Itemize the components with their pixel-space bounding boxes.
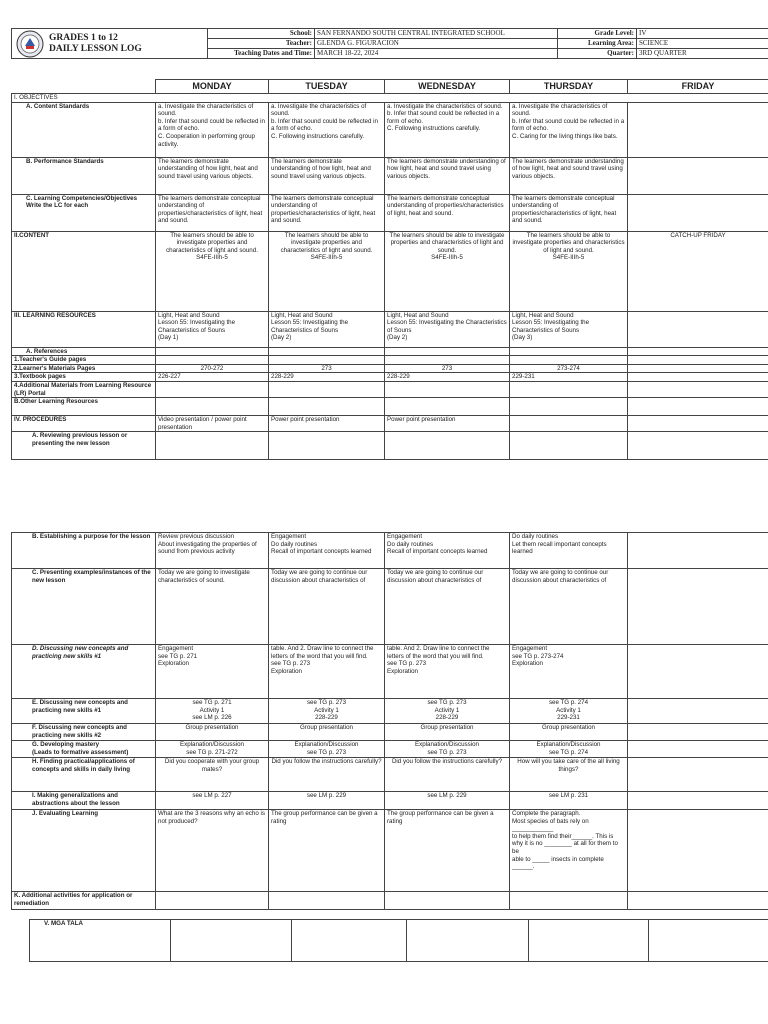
day-thursday: THURSDAY	[510, 80, 628, 94]
cell-text	[628, 364, 768, 373]
additional-activities-label: K. Additional activities for application or remediation	[12, 892, 156, 910]
cell-text: Did you follow the instructions carefully?	[385, 758, 510, 792]
cell-text	[628, 416, 768, 432]
cell-text: Did you cooperate with your group mates?	[156, 758, 269, 792]
performance-standards-label: B. Performance Standards	[12, 157, 156, 194]
cell-text: a. Investigate the characteristics of sound. b. Infer that sound could be reflected in a form of echo. C. Cooperation in performing group activity.	[156, 102, 269, 157]
cell-text: Did you follow the instructions carefully?	[269, 758, 385, 792]
table-row	[12, 381, 768, 397]
cell-text	[628, 311, 768, 347]
table-row	[12, 724, 768, 741]
table-row	[12, 892, 768, 910]
header-table	[11, 28, 768, 59]
table-row	[12, 364, 768, 373]
lesson-table-page2	[11, 532, 768, 910]
textbook-pages-label: 3.Textbook pages	[12, 373, 156, 382]
cell-text: Light, Heat and Sound Lesson 55: Investigating the Characteristics of Souns (Day 3)	[510, 311, 628, 347]
cell-text	[628, 157, 768, 194]
cell-text: Explanation/Discussion see TG p. 273	[385, 741, 510, 758]
procedures-label: IV. PROCEDURES	[12, 416, 156, 432]
cell-text: a. Investigate the characteristics of sound. b. Infer that sound could be reflected in a form of echo. C. Following instructions carefully.	[385, 102, 510, 157]
cell-text: Light, Heat and Sound Lesson 55: Investigating the Characteristics of Souns (Day 1)	[156, 311, 269, 347]
cell-text: Power point presentation	[269, 416, 385, 432]
cell-text: see LM p. 229	[269, 792, 385, 810]
table-row	[12, 157, 768, 194]
cell-text	[628, 792, 768, 810]
cell-text	[628, 102, 768, 157]
day-wednesday: WEDNESDAY	[385, 80, 510, 94]
cell-text: The learners should be able to investigate properties and characteristics of light and sound. S4FE-IIIh-5	[385, 231, 510, 311]
cell-text: Today we are going to continue our discussion about characteristics of	[385, 569, 510, 645]
cell-text: Group presentation	[510, 724, 628, 741]
cell-text: The learners demonstrate conceptual understanding of properties/characteristics of light, heat and sound.	[510, 194, 628, 231]
cell-text	[628, 810, 768, 892]
table-row	[12, 758, 768, 792]
teacher-value: GLENDA G. FIGURACION	[315, 39, 558, 49]
cell-text: a. Investigate the characteristics of sound. b. Infer that sound could be reflected in a form of echo. C. Following instructions carefully.	[269, 102, 385, 157]
area-value: SCIENCE	[637, 39, 768, 49]
cell-text	[628, 373, 768, 382]
table-row	[12, 356, 768, 365]
catch-up-friday: CATCH-UP FRIDAY	[628, 231, 768, 311]
cell-text: Light, Heat and Sound Lesson 55: Investigating the Characteristics of Souns (Day 2)	[269, 311, 385, 347]
mga-tala-label: V. MGA TALA	[30, 920, 171, 962]
day-header-row	[12, 80, 768, 94]
cell-text: Do daily routines Let them recall important concepts learned	[510, 533, 628, 569]
table-row	[12, 810, 768, 892]
cell-text	[628, 194, 768, 231]
table-row	[12, 741, 768, 758]
cell-text: Explanation/Discussion see TG p. 271-272	[156, 741, 269, 758]
cell-text: Group presentation	[269, 724, 385, 741]
cell-text: The learners should be able to investigate properties and characteristics of light and sound. S4FE-IIIh-5	[156, 231, 269, 311]
cell-text: table. And 2. Draw line to connect the letters of the word that you will find. see TG p. 273 Exploration	[385, 645, 510, 699]
cell-text: Group presentation	[156, 724, 269, 741]
area-label: Learning Area:	[558, 39, 637, 49]
discussing-f-label: F. Discussing new concepts and practicing new skills #2	[12, 724, 156, 741]
school-value: SAN FERNANDO SOUTH CENTRAL INTEGRATED SCHOOL	[315, 29, 558, 39]
dates-label: Teaching Dates and Time:	[208, 49, 315, 59]
school-label: School:	[208, 29, 315, 39]
day-tuesday: TUESDAY	[269, 80, 385, 94]
lm-pages-label: 2.Learner's Materials Pages	[12, 364, 156, 373]
table-row	[12, 416, 768, 432]
competencies-label: C. Learning Competencies/Objectives Write the LC for each	[12, 194, 156, 231]
mastery-label: G. Developing mastery (Leads to formative assessment)	[12, 741, 156, 758]
generalizations-label: I. Making generalizations and abstractions about the lesson	[12, 792, 156, 810]
cell-text: Complete the paragraph. Most species of bats rely on ____________ to help them find their______. This is why it is no ________ at all for them to be able to _____ insects in complete ______.	[510, 810, 628, 892]
cell-text	[628, 741, 768, 758]
cell-text: see LM p. 227	[156, 792, 269, 810]
cell-text: The learners demonstrate understanding of how light, heat and sound travel using various objects.	[510, 157, 628, 194]
content-standards-label: A. Content Standards	[12, 102, 156, 157]
table-row	[12, 311, 768, 347]
cell-text: Today we are going to continue our discussion about characteristics of	[510, 569, 628, 645]
cell-text: Light, Heat and Sound Lesson 55: Investigating the Characteristics of Souns (Day 2)	[385, 311, 510, 347]
presenting-label: C. Presenting examples/instances of the new lesson	[12, 569, 156, 645]
cell-text: a. Investigate the characteristics of sound. b. Infer that sound could be reflected in a form of echo. C. Caring for the living things like bats.	[510, 102, 628, 157]
discussing-d-label: D. Discussing new concepts and practicing new skills #1	[12, 645, 156, 699]
table-row	[12, 699, 768, 724]
cell-text: How will you take care of the all living things?	[510, 758, 628, 792]
day-friday: FRIDAY	[628, 80, 768, 94]
table-row	[12, 231, 768, 311]
cell-text: 228-229	[385, 373, 510, 382]
cell-text: Today we are going to investigate characteristics of sound.	[156, 569, 269, 645]
table-row	[12, 194, 768, 231]
cell-text: 273	[385, 364, 510, 373]
additional-materials-label: 4.Additional Materials from Learning Resource (LR) Portal	[12, 381, 156, 397]
table-row	[30, 920, 768, 962]
content-label: II.CONTENT	[12, 231, 156, 311]
dates-value: MARCH 18-22, 2024	[315, 49, 558, 59]
applications-label: H. Finding practical/applications of concepts and skills in daily living	[12, 758, 156, 792]
cell-text: The learners should be able to investigate properties and characteristics of light and sound. S4FE-IIIh-5	[510, 231, 628, 311]
cell-text: 226-227	[156, 373, 269, 382]
cell-text: Explanation/Discussion see TG p. 274	[510, 741, 628, 758]
table-row	[12, 533, 768, 569]
cell-text: The learners demonstrate understanding of how light, heat and sound travel using various objects.	[269, 157, 385, 194]
cell-text: The learners demonstrate conceptual understanding of properties/characteristics of light, heat and sound.	[385, 194, 510, 231]
cell-text: The learners demonstrate conceptual understanding of properties/characteristics of light, heat and sound.	[156, 194, 269, 231]
cell-text: table. And 2. Draw line to connect the letters of the word that you will find. see TG p. 273 Exploration	[269, 645, 385, 699]
references-label: A. References	[12, 347, 156, 356]
table-row	[12, 792, 768, 810]
cell-text	[628, 569, 768, 645]
cell-text: 270-272	[156, 364, 269, 373]
cell-text: Today we are going to continue our discussion about characteristics of	[269, 569, 385, 645]
cell-text: Group presentation	[385, 724, 510, 741]
resources-label: III. LEARNING RESOURCES	[12, 311, 156, 347]
title-dll: DAILY LESSON LOG	[49, 43, 142, 54]
quarter-value: 3RD QUARTER	[637, 49, 768, 59]
purpose-label: B. Establishing a purpose for the lesson	[12, 533, 156, 569]
cell-text: The learners demonstrate conceptual understanding of properties/characteristics of light, heat and sound.	[269, 194, 385, 231]
cell-text: Video presentation / power point presentation	[156, 416, 269, 432]
cell-text: 273	[269, 364, 385, 373]
cell-text: The learners should be able to investigate properties and characteristics of light and sound. S4FE-IIIh-5	[269, 231, 385, 311]
cell-text: see LM p. 229	[385, 792, 510, 810]
cell-text	[628, 533, 768, 569]
cell-text: The group performance can be given a rating	[269, 810, 385, 892]
title-block	[12, 29, 208, 59]
table-row	[12, 569, 768, 645]
table-row	[12, 398, 768, 416]
cell-text: see TG p. 273 Activity 1 228-229	[269, 699, 385, 724]
cell-text	[628, 758, 768, 792]
cell-text: Power point presentation	[385, 416, 510, 432]
grade-value: IV	[637, 29, 768, 39]
table-row	[12, 645, 768, 699]
cell-text: 228-229	[269, 373, 385, 382]
cell-text: 229-231	[510, 373, 628, 382]
cell-text: Engagement see TG p. 271 Exploration	[156, 645, 269, 699]
table-row	[12, 102, 768, 157]
discussing-e-label: E. Discussing new concepts and practicing new skills #1	[12, 699, 156, 724]
grade-label: Grade Level:	[558, 29, 637, 39]
cell-text: see TG p. 274 Activity 1 229-231	[510, 699, 628, 724]
cell-text: Explanation/Discussion see TG p. 273	[269, 741, 385, 758]
tg-pages-label: 1.Teacher's Guide pages	[12, 356, 156, 365]
cell-text: see LM p. 231	[510, 792, 628, 810]
cell-text	[628, 724, 768, 741]
cell-text: Engagement Do daily routines Recall of important concepts learned	[385, 533, 510, 569]
lesson-table-page1	[11, 79, 768, 460]
table-row	[12, 373, 768, 382]
cell-text: The learners demonstrate understanding of how light, heat and sound travel using various objects.	[156, 157, 269, 194]
objectives-heading: I. OBJECTIVES	[12, 94, 768, 103]
cell-text: Review previous discussion About investigating the properties of sound from previous activity	[156, 533, 269, 569]
cell-text: 273-274	[510, 364, 628, 373]
evaluating-label: J. Evaluating Learning	[12, 810, 156, 892]
cell-text	[510, 416, 628, 432]
cell-text: What are the 3 reasons why an echo is not produced?	[156, 810, 269, 892]
cell-text	[628, 699, 768, 724]
deped-seal-icon	[16, 30, 44, 58]
cell-text: Engagement Do daily routines Recall of important concepts learned	[269, 533, 385, 569]
cell-text: The group performance can be given a rating	[385, 810, 510, 892]
teacher-label: Teacher:	[208, 39, 315, 49]
cell-text: see TG p. 273 Activity 1 228-229	[385, 699, 510, 724]
cell-text: see TG p. 271 Activity 1 see LM p. 226	[156, 699, 269, 724]
cell-text	[628, 645, 768, 699]
cell-text: The learners demonstrate understanding of how light, heat and sound travel using various objects.	[385, 157, 510, 194]
review-label: A. Reviewing previous lesson or presenting the new lesson	[12, 432, 156, 460]
notes-table	[29, 919, 768, 962]
cell-text: Engagement see TG p. 273-274 Exploration	[510, 645, 628, 699]
quarter-label: Quarter:	[558, 49, 637, 59]
table-row	[12, 432, 768, 460]
table-row	[12, 347, 768, 356]
day-monday: MONDAY	[156, 80, 269, 94]
title-grades: GRADES 1 to 12	[49, 32, 118, 43]
other-resources-label: B.Other Learning Resources	[12, 398, 156, 416]
